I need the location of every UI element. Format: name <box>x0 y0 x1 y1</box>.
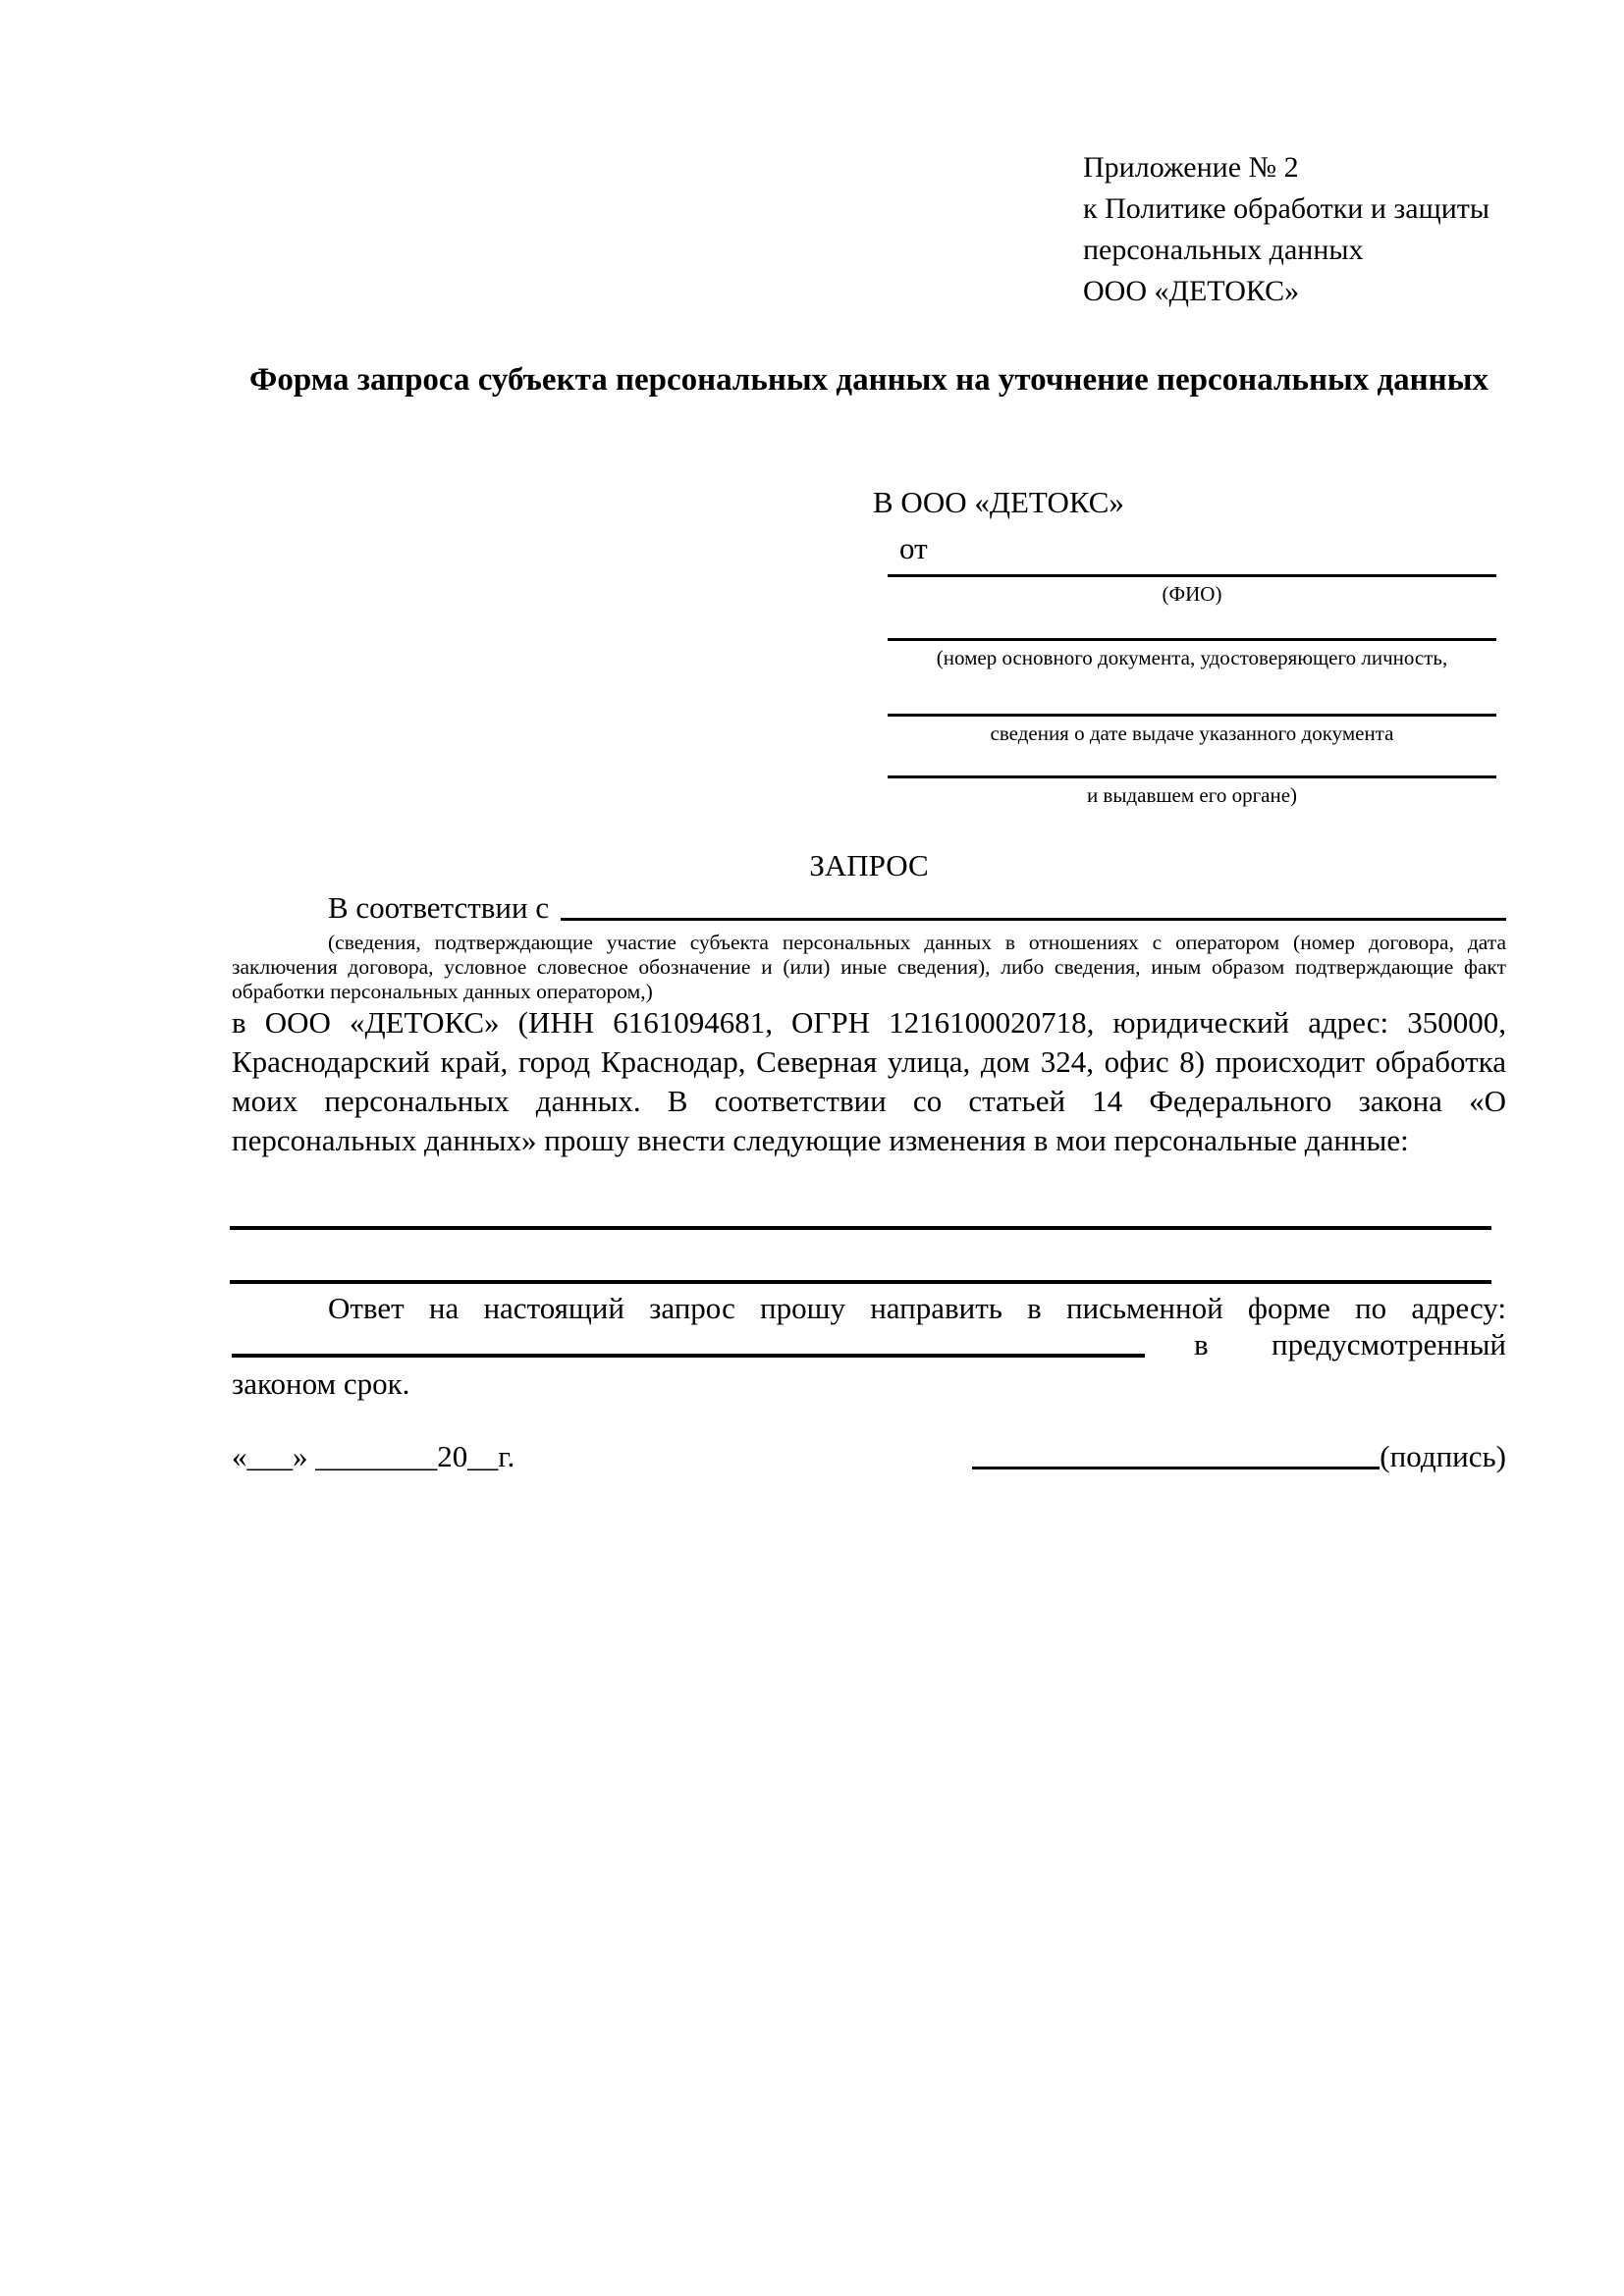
from-label: от <box>899 531 928 565</box>
field-line-document-number <box>888 638 1496 641</box>
changes-blank-line-2 <box>230 1280 1491 1284</box>
changes-blank-line-1 <box>230 1226 1491 1230</box>
field-line-issuer <box>888 775 1496 778</box>
date-blank: «___» ________20__г. <box>232 1439 515 1473</box>
field-line-issue-date <box>888 714 1496 717</box>
field-caption-issuer: и выдавшем его органе) <box>1086 783 1298 807</box>
date-signature-row <box>232 1439 1506 1474</box>
annex-line: ООО «ДЕТОКС» <box>1083 275 1300 307</box>
signature-line <box>972 1467 1380 1469</box>
request-heading: ЗАПРОС <box>809 848 929 882</box>
according-blank-line <box>561 918 1506 921</box>
field-caption-document-number: (номер основного документа, удостоверяющего личность, <box>936 646 1448 669</box>
field-line-fio <box>888 574 1496 577</box>
smallprint-note: (сведения, подтверждающие участие субъекта персональных данных в отношениях с оператором (номер договора, дата заключения договора, условное словесное обозначение и (или) иные сведения), либо сведения, иным образом подтверждающие факт обработки персональных данных оператором,) <box>232 931 1506 1003</box>
request-body: в ООО «ДЕТОКС» (ИНН 6161094681, ОГРН 1216100020718, юридический адрес: 350000, Краснодарский край, город Краснодар, Северная улица, дом 324, офис 8) происходит обработка моих персональных данных. В соответствии со статьей 14 Федерального закона «О персональных данных» прошу внести следующие изменения в мои персональные данные: <box>232 1005 1506 1157</box>
reply-line-1: Ответ на настоящий запрос прошу направить в письменной форме по адресу: <box>328 1291 1506 1325</box>
annex-line: к Политике обработки и защиты <box>1083 192 1490 225</box>
field-caption-fio: (ФИО) <box>1162 582 1222 606</box>
signature-caption: (подпись) <box>1380 1439 1506 1473</box>
reply-line-2 <box>232 1327 1506 1362</box>
address-blank-line <box>232 1354 1145 1358</box>
field-caption-issue-date: сведения о дате выдаче указанного документа <box>990 721 1394 745</box>
according-lead: В соответствии с <box>328 890 550 925</box>
reply-word-term: предусмотренный <box>1272 1327 1506 1362</box>
signature-group <box>972 1439 1506 1474</box>
reply-word-v: в <box>1194 1327 1209 1362</box>
reply-line-3: законом срок. <box>232 1366 410 1401</box>
according-row <box>232 890 1506 926</box>
annex-line: Приложение № 2 <box>1083 151 1299 184</box>
addressee-org: В ООО «ДЕТОКС» <box>873 485 1124 519</box>
page-title: Форма запроса субъекта персональных данных на уточнение персональных данных <box>249 362 1489 398</box>
annex-note <box>1083 147 1544 312</box>
annex-line: персональных данных <box>1083 234 1364 266</box>
